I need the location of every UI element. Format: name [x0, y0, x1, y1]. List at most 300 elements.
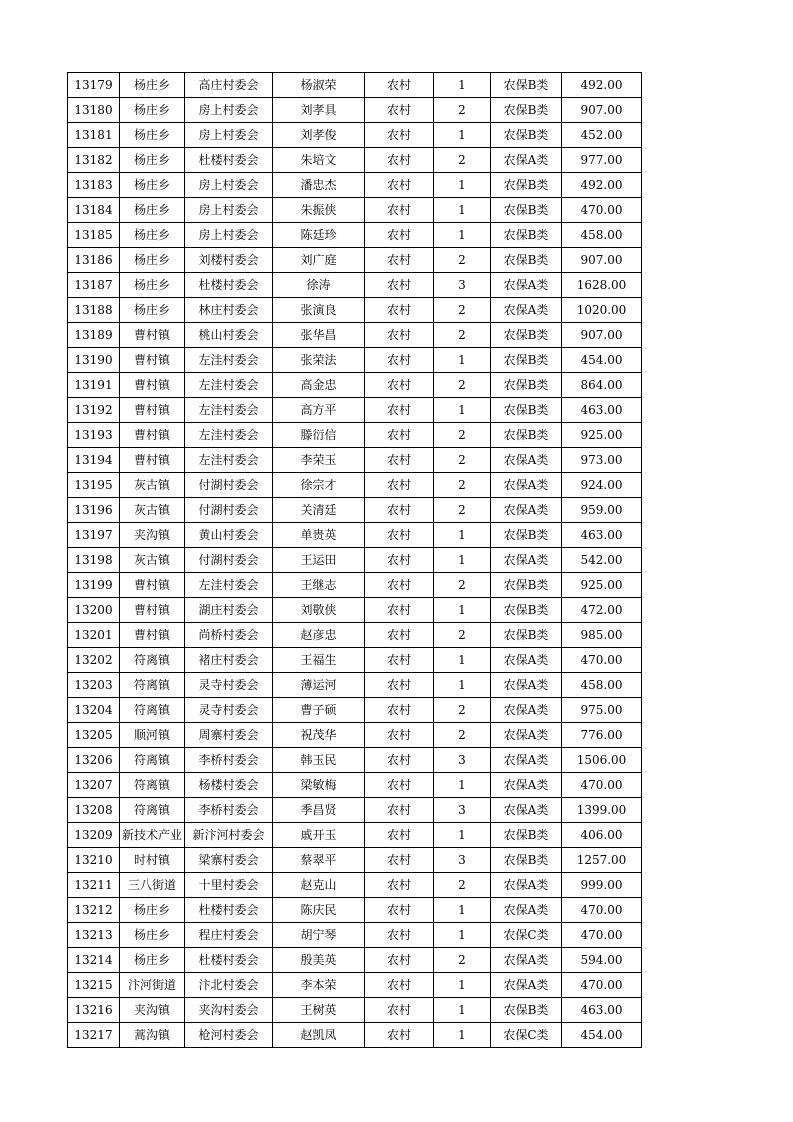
person-name-cell: 王福生 [273, 648, 365, 673]
table-row [68, 123, 642, 148]
insurance-category-cell: 农保B类 [491, 848, 562, 873]
family-size-cell: 2 [434, 373, 491, 398]
table-row [68, 648, 642, 673]
table-row [68, 448, 642, 473]
family-size-cell: 1 [434, 973, 491, 998]
insurance-category-cell: 农保A类 [491, 698, 562, 723]
township-cell: 符离镇 [120, 673, 185, 698]
village-committee-cell: 高庄村委会 [185, 73, 273, 98]
village-committee-cell: 付湖村委会 [185, 498, 273, 523]
township-cell: 夹沟镇 [120, 523, 185, 548]
amount-cell: 458.00 [562, 673, 642, 698]
table-row [68, 973, 642, 998]
row-id-cell: 13201 [68, 623, 120, 648]
township-cell: 杨庄乡 [120, 298, 185, 323]
household-type-cell: 农村 [365, 773, 434, 798]
person-name-cell: 关清廷 [273, 498, 365, 523]
person-name-cell: 梁敏梅 [273, 773, 365, 798]
family-size-cell: 1 [434, 898, 491, 923]
village-committee-cell: 付湖村委会 [185, 548, 273, 573]
insurance-category-cell: 农保A类 [491, 448, 562, 473]
row-id-cell: 13208 [68, 798, 120, 823]
row-id-cell: 13214 [68, 948, 120, 973]
township-cell: 杨庄乡 [120, 273, 185, 298]
insurance-category-cell: 农保A类 [491, 548, 562, 573]
amount-cell: 1257.00 [562, 848, 642, 873]
amount-cell: 406.00 [562, 823, 642, 848]
township-cell: 杨庄乡 [120, 198, 185, 223]
household-type-cell: 农村 [365, 373, 434, 398]
row-id-cell: 13212 [68, 898, 120, 923]
row-id-cell: 13188 [68, 298, 120, 323]
table-row [68, 173, 642, 198]
household-type-cell: 农村 [365, 73, 434, 98]
table-row [68, 898, 642, 923]
household-type-cell: 农村 [365, 448, 434, 473]
amount-cell: 907.00 [562, 323, 642, 348]
insurance-category-cell: 农保B类 [491, 423, 562, 448]
insurance-category-cell: 农保A类 [491, 498, 562, 523]
person-name-cell: 韩玉民 [273, 748, 365, 773]
household-type-cell: 农村 [365, 698, 434, 723]
row-id-cell: 13211 [68, 873, 120, 898]
row-id-cell: 13202 [68, 648, 120, 673]
person-name-cell: 刘孝俊 [273, 123, 365, 148]
row-id-cell: 13217 [68, 1023, 120, 1048]
person-name-cell: 徐宗才 [273, 473, 365, 498]
person-name-cell: 杨淑荣 [273, 73, 365, 98]
table-row [68, 623, 642, 648]
table-row [68, 573, 642, 598]
household-type-cell: 农村 [365, 573, 434, 598]
insurance-category-cell: 农保A类 [491, 973, 562, 998]
table-row [68, 423, 642, 448]
amount-cell: 458.00 [562, 223, 642, 248]
household-type-cell: 农村 [365, 1023, 434, 1048]
amount-cell: 470.00 [562, 898, 642, 923]
table-row [68, 723, 642, 748]
township-cell: 符离镇 [120, 748, 185, 773]
row-id-cell: 13189 [68, 323, 120, 348]
township-cell: 新技术产业 [120, 823, 185, 848]
row-id-cell: 13183 [68, 173, 120, 198]
amount-cell: 973.00 [562, 448, 642, 473]
table-row [68, 498, 642, 523]
village-committee-cell: 房上村委会 [185, 123, 273, 148]
person-name-cell: 薄运河 [273, 673, 365, 698]
family-size-cell: 1 [434, 673, 491, 698]
person-name-cell: 赵凯凤 [273, 1023, 365, 1048]
village-committee-cell: 左洼村委会 [185, 423, 273, 448]
household-type-cell: 农村 [365, 848, 434, 873]
insurance-category-cell: 农保A类 [491, 273, 562, 298]
person-name-cell: 赵克山 [273, 873, 365, 898]
amount-cell: 1399.00 [562, 798, 642, 823]
table-row [68, 348, 642, 373]
row-id-cell: 13182 [68, 148, 120, 173]
household-type-cell: 农村 [365, 273, 434, 298]
row-id-cell: 13198 [68, 548, 120, 573]
family-size-cell: 2 [434, 448, 491, 473]
insurance-category-cell: 农保A类 [491, 473, 562, 498]
person-name-cell: 李本荣 [273, 973, 365, 998]
family-size-cell: 1 [434, 348, 491, 373]
village-committee-cell: 房上村委会 [185, 173, 273, 198]
person-name-cell: 王树英 [273, 998, 365, 1023]
township-cell: 灰古镇 [120, 548, 185, 573]
family-size-cell: 3 [434, 273, 491, 298]
village-committee-cell: 杜楼村委会 [185, 148, 273, 173]
township-cell: 曹村镇 [120, 398, 185, 423]
household-type-cell: 农村 [365, 423, 434, 448]
amount-cell: 454.00 [562, 1023, 642, 1048]
family-size-cell: 1 [434, 998, 491, 1023]
amount-cell: 985.00 [562, 623, 642, 648]
person-name-cell: 赵彦忠 [273, 623, 365, 648]
township-cell: 杨庄乡 [120, 923, 185, 948]
township-cell: 符离镇 [120, 773, 185, 798]
village-committee-cell: 左洼村委会 [185, 398, 273, 423]
township-cell: 灰古镇 [120, 498, 185, 523]
insurance-category-cell: 农保A类 [491, 873, 562, 898]
insurance-category-cell: 农保B类 [491, 223, 562, 248]
amount-cell: 470.00 [562, 198, 642, 223]
family-size-cell: 2 [434, 323, 491, 348]
amount-cell: 470.00 [562, 773, 642, 798]
village-committee-cell: 左洼村委会 [185, 573, 273, 598]
village-committee-cell: 梁寨村委会 [185, 848, 273, 873]
insurance-category-cell: 农保A类 [491, 648, 562, 673]
insurance-category-cell: 农保A类 [491, 723, 562, 748]
village-committee-cell: 林庄村委会 [185, 298, 273, 323]
amount-cell: 975.00 [562, 698, 642, 723]
table-row [68, 398, 642, 423]
household-type-cell: 农村 [365, 648, 434, 673]
row-id-cell: 13192 [68, 398, 120, 423]
village-committee-cell: 左洼村委会 [185, 348, 273, 373]
household-type-cell: 农村 [365, 998, 434, 1023]
township-cell: 杨庄乡 [120, 98, 185, 123]
family-size-cell: 2 [434, 98, 491, 123]
township-cell: 符离镇 [120, 648, 185, 673]
household-type-cell: 农村 [365, 923, 434, 948]
village-committee-cell: 湖庄村委会 [185, 598, 273, 623]
village-committee-cell: 杜楼村委会 [185, 948, 273, 973]
amount-cell: 542.00 [562, 548, 642, 573]
table-row [68, 248, 642, 273]
insurance-category-cell: 农保B类 [491, 398, 562, 423]
person-name-cell: 潘忠杰 [273, 173, 365, 198]
table-row [68, 373, 642, 398]
family-size-cell: 1 [434, 648, 491, 673]
amount-cell: 776.00 [562, 723, 642, 748]
row-id-cell: 13184 [68, 198, 120, 223]
person-name-cell: 蔡翠平 [273, 848, 365, 873]
household-type-cell: 农村 [365, 473, 434, 498]
household-type-cell: 农村 [365, 298, 434, 323]
township-cell: 蒿沟镇 [120, 1023, 185, 1048]
village-committee-cell: 灵寺村委会 [185, 673, 273, 698]
row-id-cell: 13190 [68, 348, 120, 373]
table-row [68, 948, 642, 973]
person-name-cell: 高方平 [273, 398, 365, 423]
row-id-cell: 13196 [68, 498, 120, 523]
table-row [68, 848, 642, 873]
amount-cell: 492.00 [562, 73, 642, 98]
relief-table [67, 72, 642, 1048]
township-cell: 符离镇 [120, 698, 185, 723]
family-size-cell: 2 [434, 698, 491, 723]
household-type-cell: 农村 [365, 748, 434, 773]
village-committee-cell: 付湖村委会 [185, 473, 273, 498]
village-committee-cell: 房上村委会 [185, 98, 273, 123]
amount-cell: 472.00 [562, 598, 642, 623]
township-cell: 三八街道 [120, 873, 185, 898]
table-row [68, 223, 642, 248]
row-id-cell: 13186 [68, 248, 120, 273]
family-size-cell: 1 [434, 823, 491, 848]
table-row [68, 673, 642, 698]
row-id-cell: 13216 [68, 998, 120, 1023]
family-size-cell: 1 [434, 223, 491, 248]
household-type-cell: 农村 [365, 798, 434, 823]
person-name-cell: 戚开玉 [273, 823, 365, 848]
row-id-cell: 13199 [68, 573, 120, 598]
household-type-cell: 农村 [365, 173, 434, 198]
household-type-cell: 农村 [365, 223, 434, 248]
village-committee-cell: 黄山村委会 [185, 523, 273, 548]
township-cell: 杨庄乡 [120, 148, 185, 173]
family-size-cell: 3 [434, 848, 491, 873]
amount-cell: 454.00 [562, 348, 642, 373]
table-row [68, 73, 642, 98]
row-id-cell: 13210 [68, 848, 120, 873]
person-name-cell: 胡宁琴 [273, 923, 365, 948]
row-id-cell: 13193 [68, 423, 120, 448]
table-row [68, 598, 642, 623]
household-type-cell: 农村 [365, 248, 434, 273]
amount-cell: 1628.00 [562, 273, 642, 298]
table-row [68, 473, 642, 498]
insurance-category-cell: 农保A类 [491, 673, 562, 698]
person-name-cell: 高金忠 [273, 373, 365, 398]
amount-cell: 463.00 [562, 398, 642, 423]
row-id-cell: 13200 [68, 598, 120, 623]
amount-cell: 463.00 [562, 998, 642, 1023]
family-size-cell: 1 [434, 548, 491, 573]
person-name-cell: 刘敬侠 [273, 598, 365, 623]
township-cell: 时村镇 [120, 848, 185, 873]
village-committee-cell: 尚桥村委会 [185, 623, 273, 648]
village-committee-cell: 褚庄村委会 [185, 648, 273, 673]
amount-cell: 864.00 [562, 373, 642, 398]
household-type-cell: 农村 [365, 973, 434, 998]
amount-cell: 925.00 [562, 573, 642, 598]
person-name-cell: 李荣玉 [273, 448, 365, 473]
person-name-cell: 季昌贤 [273, 798, 365, 823]
village-committee-cell: 刘楼村委会 [185, 248, 273, 273]
row-id-cell: 13209 [68, 823, 120, 848]
village-committee-cell: 房上村委会 [185, 223, 273, 248]
insurance-category-cell: 农保A类 [491, 748, 562, 773]
insurance-category-cell: 农保B类 [491, 173, 562, 198]
row-id-cell: 13187 [68, 273, 120, 298]
village-committee-cell: 新汴河村委会 [185, 823, 273, 848]
amount-cell: 470.00 [562, 973, 642, 998]
amount-cell: 470.00 [562, 648, 642, 673]
table-row [68, 823, 642, 848]
family-size-cell: 2 [434, 948, 491, 973]
township-cell: 杨庄乡 [120, 223, 185, 248]
village-committee-cell: 枪河村委会 [185, 1023, 273, 1048]
village-committee-cell: 十里村委会 [185, 873, 273, 898]
family-size-cell: 1 [434, 398, 491, 423]
row-id-cell: 13213 [68, 923, 120, 948]
village-committee-cell: 房上村委会 [185, 198, 273, 223]
row-id-cell: 13205 [68, 723, 120, 748]
insurance-category-cell: 农保B类 [491, 523, 562, 548]
household-type-cell: 农村 [365, 98, 434, 123]
insurance-category-cell: 农保B类 [491, 98, 562, 123]
family-size-cell: 1 [434, 1023, 491, 1048]
family-size-cell: 1 [434, 598, 491, 623]
person-name-cell: 殷美英 [273, 948, 365, 973]
row-id-cell: 13179 [68, 73, 120, 98]
township-cell: 曹村镇 [120, 423, 185, 448]
township-cell: 曹村镇 [120, 448, 185, 473]
family-size-cell: 2 [434, 573, 491, 598]
table-row [68, 998, 642, 1023]
insurance-category-cell: 农保A类 [491, 298, 562, 323]
insurance-category-cell: 农保B类 [491, 623, 562, 648]
township-cell: 杨庄乡 [120, 898, 185, 923]
amount-cell: 470.00 [562, 923, 642, 948]
township-cell: 杨庄乡 [120, 248, 185, 273]
village-committee-cell: 左洼村委会 [185, 373, 273, 398]
household-type-cell: 农村 [365, 498, 434, 523]
row-id-cell: 13207 [68, 773, 120, 798]
table-row [68, 98, 642, 123]
household-type-cell: 农村 [365, 623, 434, 648]
insurance-category-cell: 农保C类 [491, 923, 562, 948]
row-id-cell: 13191 [68, 373, 120, 398]
amount-cell: 594.00 [562, 948, 642, 973]
amount-cell: 1020.00 [562, 298, 642, 323]
family-size-cell: 2 [434, 873, 491, 898]
table-row [68, 748, 642, 773]
household-type-cell: 农村 [365, 548, 434, 573]
table-row [68, 523, 642, 548]
amount-cell: 959.00 [562, 498, 642, 523]
person-name-cell: 徐涛 [273, 273, 365, 298]
table-row [68, 198, 642, 223]
insurance-category-cell: 农保B类 [491, 373, 562, 398]
amount-cell: 924.00 [562, 473, 642, 498]
person-name-cell: 王运田 [273, 548, 365, 573]
amount-cell: 907.00 [562, 248, 642, 273]
amount-cell: 925.00 [562, 423, 642, 448]
township-cell: 曹村镇 [120, 573, 185, 598]
row-id-cell: 13203 [68, 673, 120, 698]
insurance-category-cell: 农保C类 [491, 1023, 562, 1048]
family-size-cell: 2 [434, 623, 491, 648]
insurance-category-cell: 农保B类 [491, 248, 562, 273]
table-row [68, 323, 642, 348]
village-committee-cell: 杨楼村委会 [185, 773, 273, 798]
row-id-cell: 13206 [68, 748, 120, 773]
family-size-cell: 1 [434, 73, 491, 98]
township-cell: 符离镇 [120, 798, 185, 823]
person-name-cell: 陈廷珍 [273, 223, 365, 248]
family-size-cell: 3 [434, 748, 491, 773]
household-type-cell: 农村 [365, 723, 434, 748]
township-cell: 杨庄乡 [120, 173, 185, 198]
amount-cell: 977.00 [562, 148, 642, 173]
insurance-category-cell: 农保A类 [491, 898, 562, 923]
person-name-cell: 刘广庭 [273, 248, 365, 273]
family-size-cell: 1 [434, 923, 491, 948]
household-type-cell: 农村 [365, 948, 434, 973]
table-row [68, 873, 642, 898]
insurance-category-cell: 农保B类 [491, 123, 562, 148]
table-row [68, 923, 642, 948]
family-size-cell: 1 [434, 123, 491, 148]
insurance-category-cell: 农保B类 [491, 823, 562, 848]
household-type-cell: 农村 [365, 523, 434, 548]
row-id-cell: 13204 [68, 698, 120, 723]
household-type-cell: 农村 [365, 898, 434, 923]
table-body [68, 73, 642, 1048]
amount-cell: 452.00 [562, 123, 642, 148]
insurance-category-cell: 农保A类 [491, 148, 562, 173]
row-id-cell: 13185 [68, 223, 120, 248]
village-committee-cell: 汴北村委会 [185, 973, 273, 998]
table-row [68, 148, 642, 173]
family-size-cell: 2 [434, 498, 491, 523]
village-committee-cell: 周寨村委会 [185, 723, 273, 748]
township-cell: 灰古镇 [120, 473, 185, 498]
person-name-cell: 王继志 [273, 573, 365, 598]
family-size-cell: 1 [434, 198, 491, 223]
township-cell: 曹村镇 [120, 623, 185, 648]
insurance-category-cell: 农保B类 [491, 598, 562, 623]
insurance-category-cell: 农保B类 [491, 323, 562, 348]
family-size-cell: 3 [434, 798, 491, 823]
table-row [68, 298, 642, 323]
township-cell: 夹沟镇 [120, 998, 185, 1023]
person-name-cell: 陈庆民 [273, 898, 365, 923]
township-cell: 曹村镇 [120, 373, 185, 398]
village-committee-cell: 夹沟村委会 [185, 998, 273, 1023]
row-id-cell: 13194 [68, 448, 120, 473]
table-row [68, 1023, 642, 1048]
person-name-cell: 张演良 [273, 298, 365, 323]
village-committee-cell: 程庄村委会 [185, 923, 273, 948]
household-type-cell: 农村 [365, 198, 434, 223]
amount-cell: 1506.00 [562, 748, 642, 773]
family-size-cell: 2 [434, 148, 491, 173]
family-size-cell: 2 [434, 423, 491, 448]
row-id-cell: 13215 [68, 973, 120, 998]
township-cell: 曹村镇 [120, 598, 185, 623]
row-id-cell: 13197 [68, 523, 120, 548]
amount-cell: 999.00 [562, 873, 642, 898]
person-name-cell: 刘孝具 [273, 98, 365, 123]
person-name-cell: 张华昌 [273, 323, 365, 348]
village-committee-cell: 杜楼村委会 [185, 273, 273, 298]
household-type-cell: 农村 [365, 148, 434, 173]
household-type-cell: 农村 [365, 398, 434, 423]
